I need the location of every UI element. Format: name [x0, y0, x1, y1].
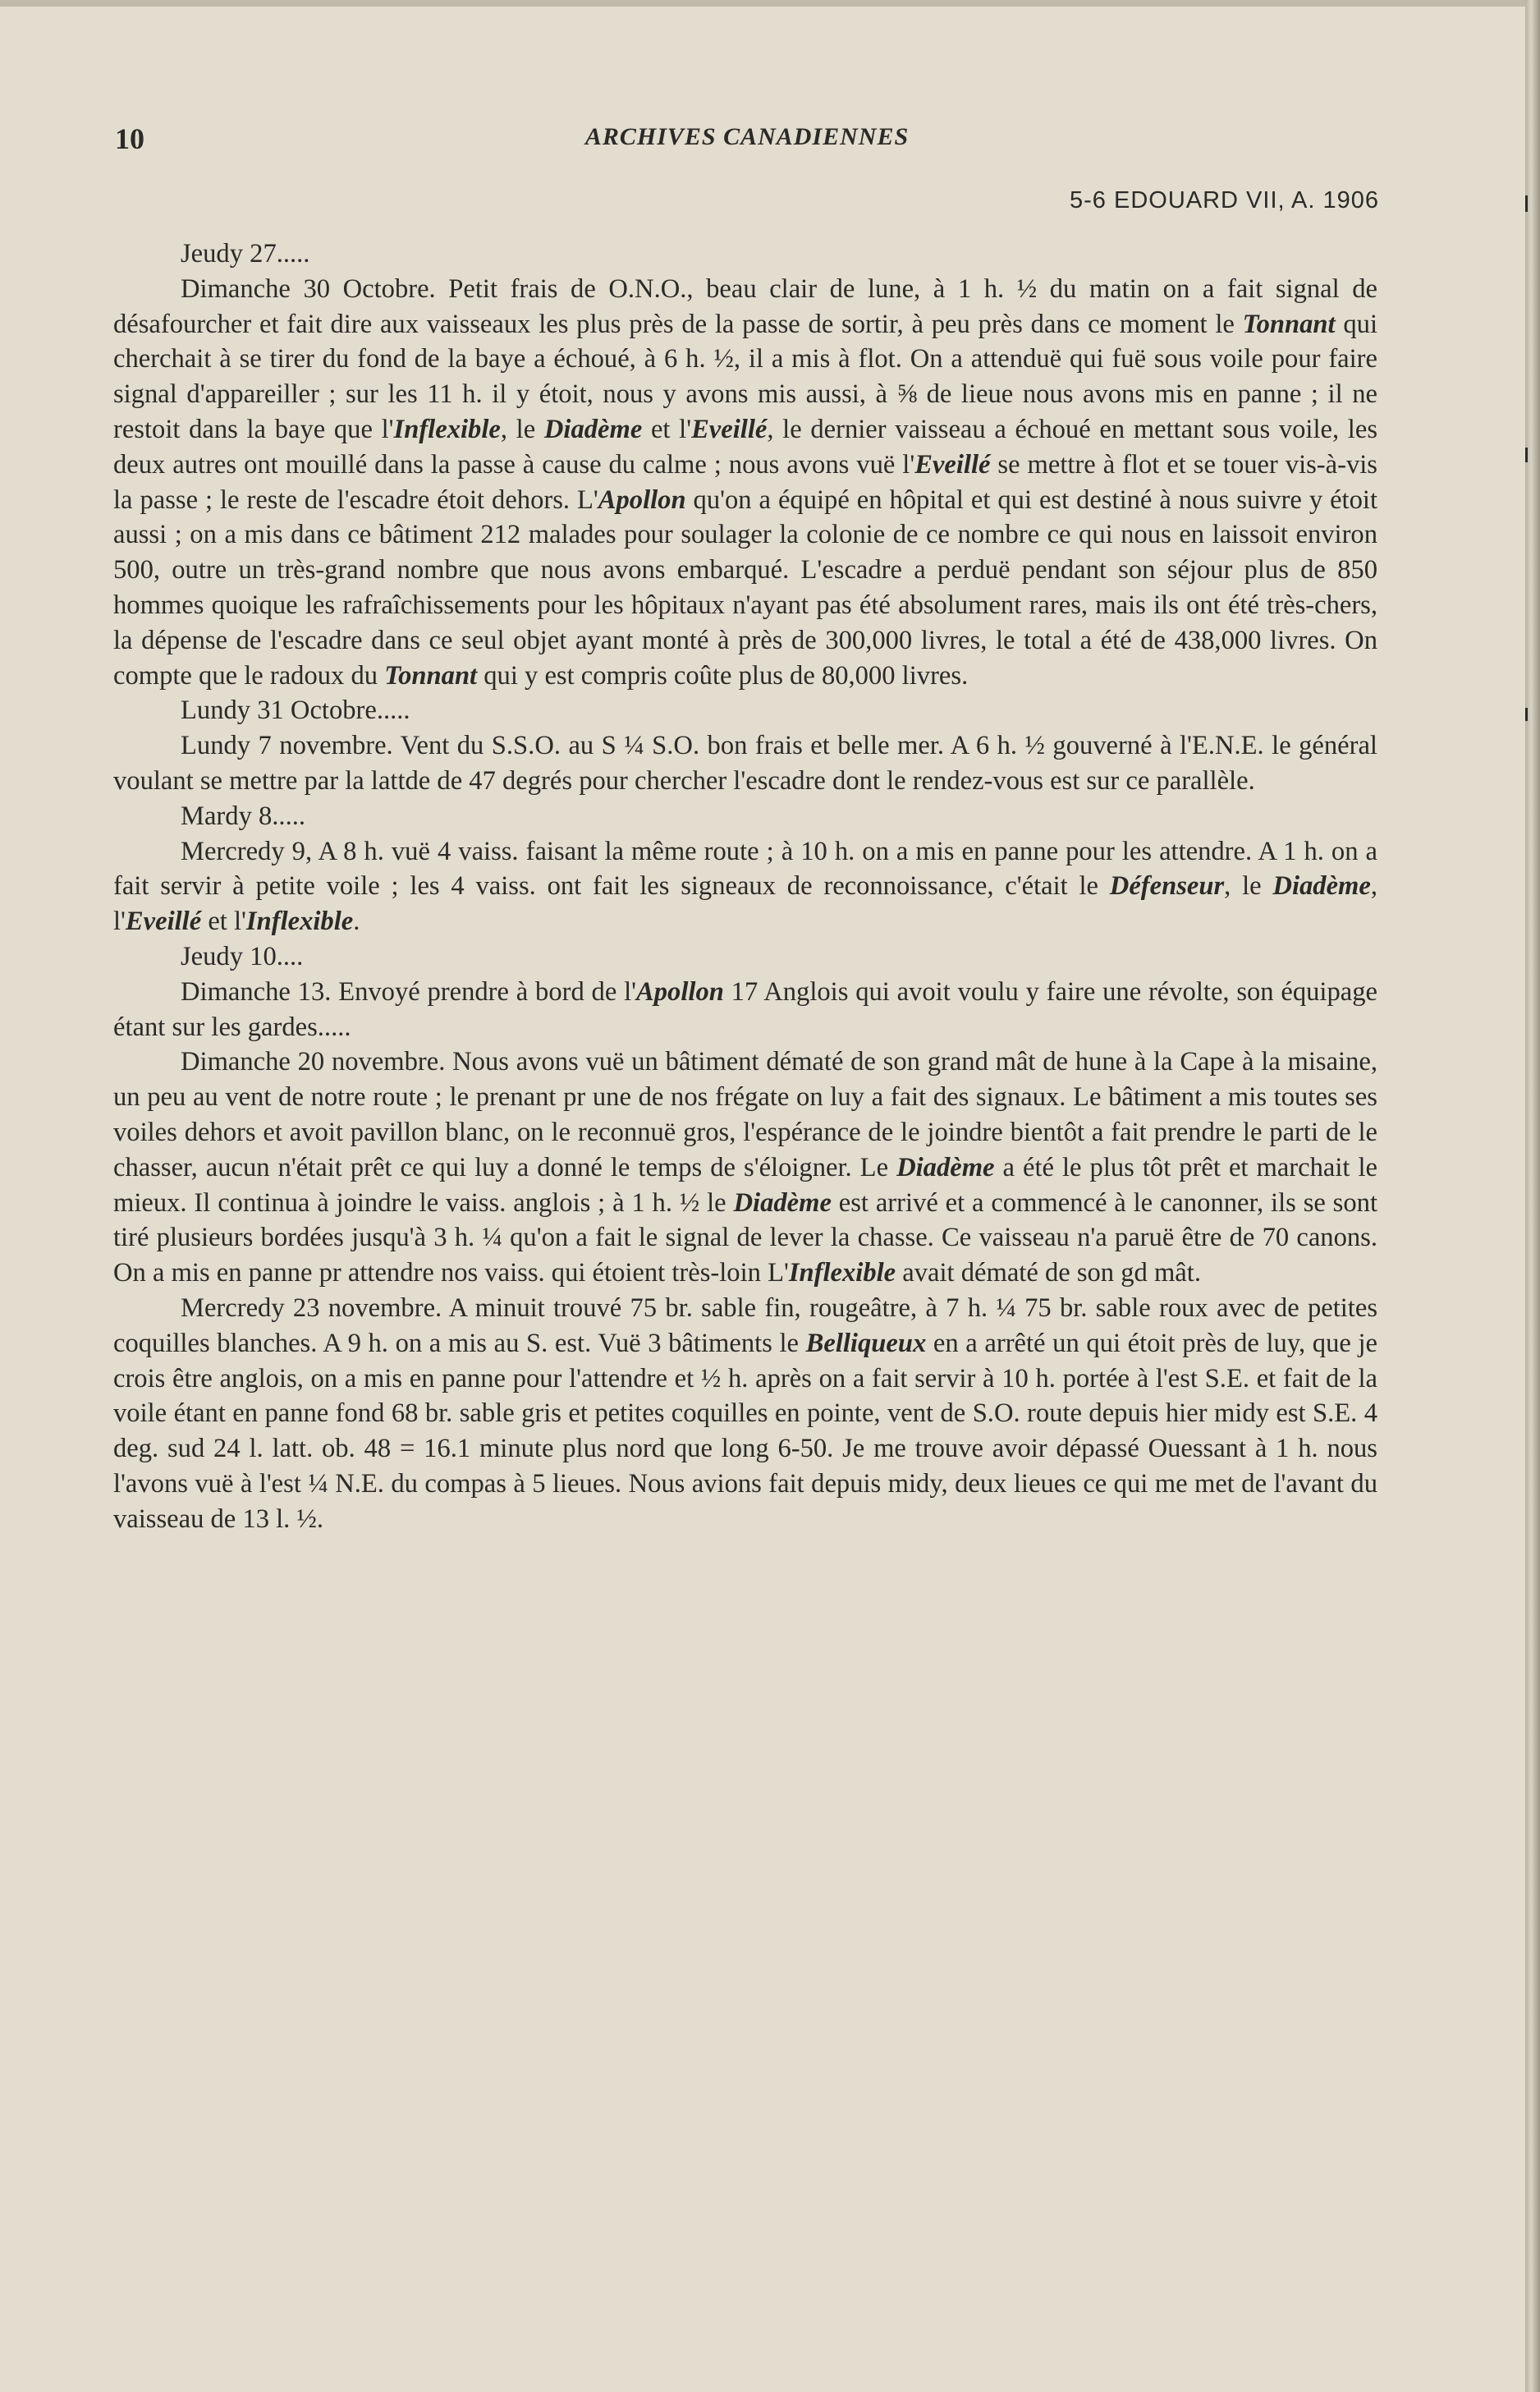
running-head: ARCHIVES CANADIENNES [584, 123, 910, 150]
paragraph-text: Dimanche 30 Octobre. Petit frais de O.N.O., beau clair de lune, à 1 h. ½ du matin on a fait signal de désafourcher et fait dire aux vaisseaux les plus près de la passe de sortir, à peu près dans ce moment le [113, 273, 1377, 339]
paragraph-text: et l' [201, 907, 246, 937]
paragraph-text: est arrivé et a commencé à le canonner, ils se sont tiré plusieurs bordées jusqu'à 3 h. ¼ qu'on a fait le signal de lever la chasse. Ce vaisseau n'a paruë être de 70 canons. On a mis en panne pr attendre nos vaiss. qui étoient très-loin L' [113, 1187, 1377, 1288]
paragraph-text: Jeudy 27..... [181, 239, 310, 269]
italic-ship-name: Diadème [1272, 871, 1371, 902]
italic-ship-name: Diadème [733, 1187, 832, 1218]
paragraph-text: Mercredy 9, A 8 h. vuë 4 vaiss. faisant la même route ; à 10 h. on a mis en panne pour les attendre. A 1 h. on a fait servir à petite voile ; les 4 vaiss. ont fait les signeaux de reconnoissance, c'était le [113, 836, 1377, 902]
paragraph-text: Mardy 8..... [181, 801, 306, 831]
page-top-edge [0, 0, 1540, 7]
italic-ship-name: Inflexible [393, 414, 501, 444]
italic-ship-name: Eveillé [125, 907, 202, 937]
paragraph-text: Mercredy 23 novembre. A minuit trouvé 75 br. sable fin, rougeâtre, à 7 h. ¼ 75 br. sable roux avec de petites coquilles blanches. A 9 h. on a mis au S. est. Vuë 3 bâtiments le [113, 1292, 1377, 1358]
margin-mark [1525, 448, 1528, 462]
italic-ship-name: Apollon [636, 976, 724, 1007]
paragraph [113, 236, 1377, 272]
paragraph-text: se mettre à flot et se touer vis-à-vis la passe ; le reste de l'escadre étoit dehors. L' [113, 449, 1377, 515]
paragraph-text: Lundy 31 Octobre..... [181, 696, 410, 726]
paragraph [113, 1291, 1377, 1537]
paragraph [113, 975, 1377, 1045]
paragraph-text: , le dernier vaisseau a échoué en mettant sous voile, les deux autres ont mouillé dans la passe à cause du calme ; nous avons vuë l' [113, 414, 1377, 480]
italic-ship-name: Apollon [598, 484, 686, 515]
paragraph-text: Dimanche 13. Envoyé prendre à bord de l' [181, 976, 637, 1007]
paragraph-text: Dimanche 20 novembre. Nous avons vuë un bâtiment dématé de son grand mât de hune à la Cape à la misaine, un peu au vent de notre route ; le prenant pr une de nos frégate on luy a fait des signaux. Le bâtiment a mis toutes ses voiles dehors et avoit pavillon blanc, on le reconnuë gros, l'espérance de le joindre bientôt a fait prendre le parti de le chasser, aucun n'était prêt ce qui luy a donné le temps de s'éloigner. Le [113, 1047, 1377, 1182]
paragraph-text: qui cherchait à se tirer du fond de la baye a échoué, à 6 h. ½, il a mis à flot. On a attenduë qui fuë sous voile pour faire signal d'appareiller ; sur les 11 h. il y étoit, nous y avons mis aussi, à ⅝ de lieue nous avons mis en panne ; il ne restoit dans la baye que l' [113, 309, 1377, 444]
italic-ship-name: Eveillé [691, 414, 768, 444]
paragraph-text: avait dématé de son gd mât. [896, 1258, 1201, 1288]
paragraph-text: , le [500, 414, 544, 444]
margin-mark [1525, 708, 1528, 721]
page-number: 10 [115, 122, 144, 155]
italic-ship-name: Diadème [543, 414, 643, 444]
paragraph [113, 834, 1377, 939]
italic-ship-name: Tonnant [384, 660, 478, 691]
paragraph-text: Lundy 7 novembre. Vent du S.S.O. au S ¼ S.O. bon frais et belle mer. A 6 h. ½ gouverné à l'E.N.E. le général voulant se mettre par la lattde de 47 degrés pour chercher l'escadre dont le rendez-vous est sur ce parallèle. [113, 731, 1377, 796]
book-spine-edge [1525, 0, 1540, 2392]
paragraph [113, 693, 1377, 728]
paragraph-text: qu'on a équipé en hôpital et qui est destiné à nous suivre y étoit aussi ; on a mis dans ce bâtiment 212 malades pour soulager la colonie de ce nombre ce qui nous en laissoit environ 500, outre un très-grand nombre que nous avons embarqué. L'escadre a perduë pendant son séjour plus de 850 hommes quoique les rafraîchissements pour les hôpitaux n'ayant pas été absolument rares, mais ils ont été très-chers, la dépense de l'escadre dans ce seul objet ayant monté à près de 300,000 livres, le total a été de 438,000 livres. On compte que le radoux du [113, 484, 1377, 691]
paragraph [113, 272, 1377, 694]
edition-line: 5-6 EDOUARD VII, A. 1906 [1070, 187, 1379, 213]
paragraph-text: qui y est compris coûte plus de 80,000 livres. [477, 660, 969, 691]
italic-ship-name: Inflexible [788, 1258, 896, 1288]
margin-mark [1525, 195, 1528, 212]
paragraph-text: , le [1224, 871, 1273, 902]
paragraph [113, 799, 1377, 834]
italic-ship-name: Diadème [896, 1152, 995, 1182]
paragraph-text: a été le plus tôt prêt et marchait le mieux. Il continua à joindre le vaiss. anglois ; à 1 h. ½ le [113, 1152, 1378, 1218]
paragraph [113, 939, 1377, 975]
paragraph-text: et l' [642, 414, 692, 444]
italic-ship-name: Défenseur [1109, 871, 1225, 902]
paragraph-text: en a arrêté un qui étoit près de luy, que je crois être anglois, on a mis en panne pour l'attendre et ½ h. après on a fait servir à 10 h. portée à l'est S.E. et fait de la voile étant en panne fond 68 br. sable gris et petites coquilles en pointe, vent de S.O. route depuis hier midy est S.E. 4 deg. sud 24 l. latt. ob. 48 = 16.1 minute plus nord que long 6-50. Je me trouve avoir dépassé Ouessant à 1 h. nous l'avons vuë à l'est ¼ N.E. du compas à 5 lieues. Nous avions fait depuis midy, deux lieues ce qui me met de l'avant du vaisseau de 13 l. ½. [113, 1328, 1377, 1534]
document-body [113, 236, 1377, 1536]
italic-ship-name: Tonnant [1242, 309, 1336, 339]
page-header [115, 122, 1379, 171]
paragraph-text: Jeudy 10.... [181, 941, 304, 971]
paragraph-text: , l' [113, 871, 1377, 937]
italic-ship-name: Eveillé [914, 449, 991, 480]
paragraph-text: . [353, 907, 360, 937]
italic-ship-name: Inflexible [245, 907, 354, 937]
italic-ship-name: Belliqueux [805, 1328, 927, 1358]
paragraph-text: 17 Anglois qui avoit voulu y faire une révolte, son équipage étant sur les gardes..... [113, 976, 1377, 1042]
page-sheet [0, 7, 1525, 2392]
paragraph [113, 728, 1377, 799]
paragraph [113, 1044, 1377, 1291]
